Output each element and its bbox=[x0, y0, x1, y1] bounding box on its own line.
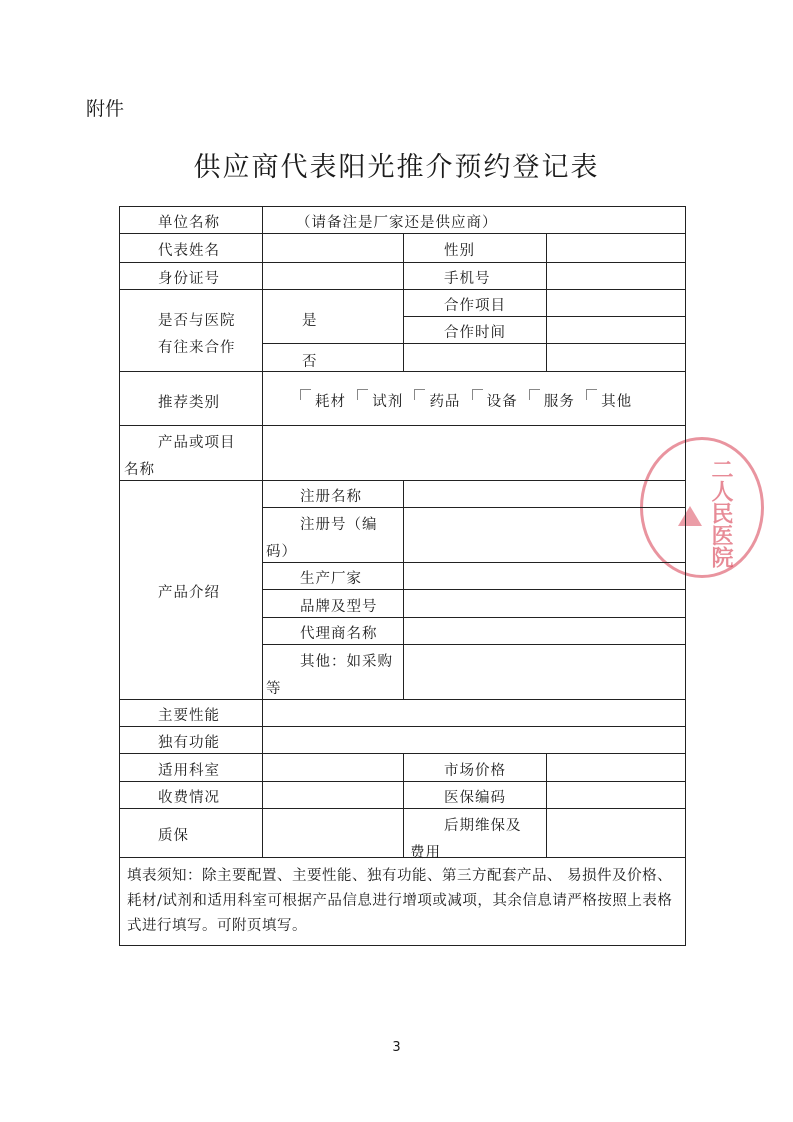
maintenance-label-line2: 费用 bbox=[410, 845, 441, 861]
product-name-label-line2: 名称 bbox=[124, 462, 155, 478]
coop-time-label: 合作时间 bbox=[444, 325, 506, 341]
brand-model-label: 品牌及型号 bbox=[300, 599, 378, 615]
reg-name-label: 注册名称 bbox=[300, 489, 362, 505]
cooperation-no: 否 bbox=[302, 354, 318, 370]
unique-function-label: 独有功能 bbox=[158, 735, 220, 751]
cooperation-yes: 是 bbox=[302, 313, 318, 329]
rep-name-label: 代表姓名 bbox=[158, 243, 220, 259]
other-label-line1: 其他：如采购 bbox=[300, 654, 393, 670]
seal-text: 二人民医院 bbox=[708, 458, 733, 568]
form-title: 供应商代表阳光推介预约登记表 bbox=[193, 152, 600, 183]
insurance-code-label: 医保编码 bbox=[444, 790, 506, 806]
reg-number-label-line1: 注册号（编 bbox=[300, 517, 378, 533]
other-label-line2: 等 bbox=[266, 681, 282, 697]
applicable-dept-label: 适用科室 bbox=[158, 763, 220, 779]
agent-name-label: 代理商名称 bbox=[300, 626, 378, 642]
category-options bbox=[300, 389, 632, 411]
cooperation-label-line1: 是否与医院 bbox=[158, 313, 236, 329]
product-intro-label: 产品介绍 bbox=[158, 585, 220, 601]
id-number-label: 身份证号 bbox=[158, 271, 220, 287]
cooperation-label-line2: 有往来合作 bbox=[158, 340, 236, 356]
gender-label: 性别 bbox=[444, 243, 475, 259]
maintenance-label-line1: 后期维保及 bbox=[444, 818, 522, 834]
charge-status-label: 收费情况 bbox=[158, 790, 220, 806]
manufacturer-label: 生产厂家 bbox=[300, 571, 362, 587]
checkbox-consumables[interactable]: 耗材 bbox=[300, 394, 346, 410]
warranty-label: 质保 bbox=[158, 828, 189, 844]
fill-instructions: 填表须知：除主要配置、主要性能、独有功能、第三方配套产品、 易损件及价格、耗材/试剂和适用科室可根据产品信息进行增项或减项，其余信息请严格按照上表格式进行填写。可附页填写。 bbox=[127, 868, 673, 934]
checkbox-other[interactable]: 其他 bbox=[586, 394, 632, 410]
checkbox-equipment[interactable]: 设备 bbox=[472, 394, 518, 410]
market-price-label: 市场价格 bbox=[444, 763, 506, 779]
category-label: 推荐类别 bbox=[158, 395, 220, 411]
checkbox-reagents[interactable]: 试剂 bbox=[357, 394, 403, 410]
attachment-label: 附件 bbox=[86, 98, 125, 120]
checkbox-services[interactable]: 服务 bbox=[529, 394, 575, 410]
checkbox-drugs[interactable]: 药品 bbox=[414, 394, 460, 410]
unit-name-hint: （请备注是厂家还是供应商） bbox=[296, 215, 498, 231]
page-number: 3 bbox=[392, 1040, 401, 1055]
coop-project-label: 合作项目 bbox=[444, 298, 506, 314]
mobile-label: 手机号 bbox=[444, 271, 491, 287]
unit-name-label: 单位名称 bbox=[158, 215, 220, 231]
product-name-label-line1: 产品或项目 bbox=[158, 435, 236, 451]
reg-number-label-line2: 码） bbox=[266, 544, 297, 560]
main-performance-label: 主要性能 bbox=[158, 708, 220, 724]
